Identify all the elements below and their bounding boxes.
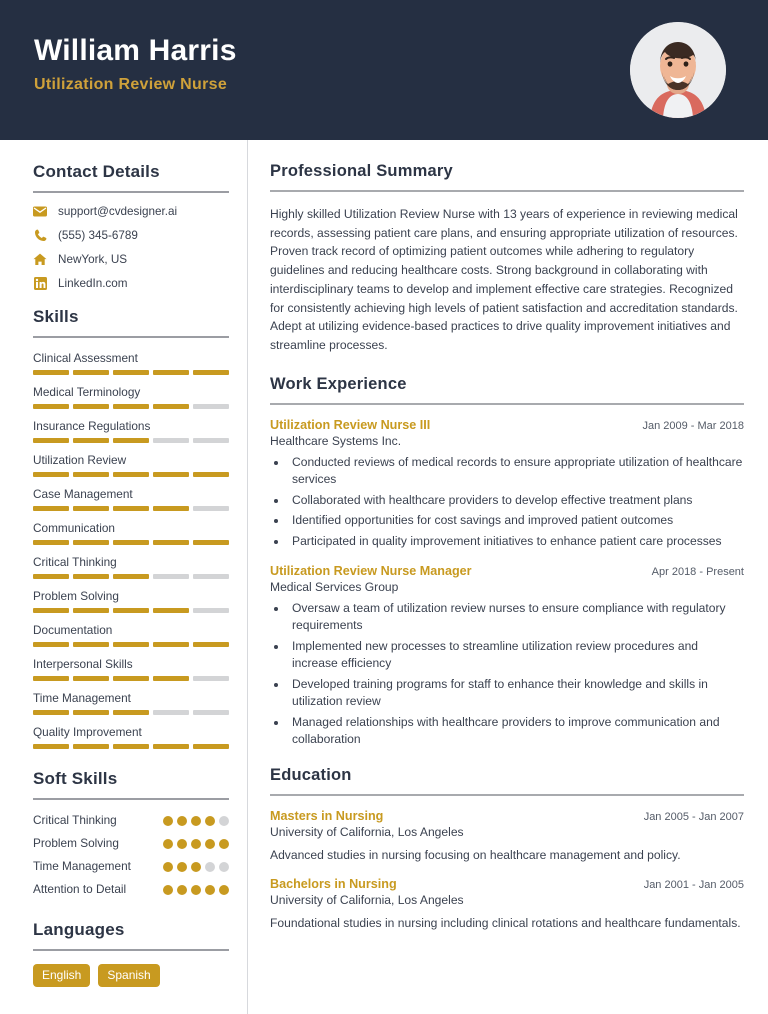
skill-level-bar <box>33 506 229 511</box>
skill-item <box>33 351 229 375</box>
degree-title: Masters in Nursing <box>270 808 384 823</box>
skill-item <box>33 521 229 545</box>
education-entry <box>270 877 744 933</box>
skill-bar-segment <box>193 540 229 545</box>
section-heading-skills: Skills <box>33 307 79 326</box>
job-bullet: • Conducted reviews of medical records to ensure appropriate utilization of healthcare services <box>288 454 744 489</box>
skill-item <box>33 555 229 579</box>
skill-level-bar <box>33 676 229 681</box>
skill-bar-segment <box>73 676 109 681</box>
skill-bar-segment <box>33 438 69 443</box>
rating-dot <box>205 885 215 895</box>
header-job-title: Utilization Review Nurse <box>34 76 228 94</box>
soft-skill-item <box>33 836 229 852</box>
skill-bar-segment <box>193 744 229 749</box>
soft-skill-item <box>33 882 229 898</box>
job-organization: Medical Services Group <box>270 579 399 594</box>
skill-bar-segment <box>193 404 229 409</box>
degree-description: Advanced studies in nursing focusing on healthcare management and policy. <box>270 847 681 862</box>
job-bullet: • Participated in quality improvement initiatives to enhance patient care processes <box>288 533 744 551</box>
skill-bar-segment <box>153 370 189 375</box>
skill-bar-segment <box>193 370 229 375</box>
rating-dot <box>163 816 173 826</box>
skill-bar-segment <box>33 642 69 647</box>
skill-bar-segment <box>153 438 189 443</box>
skill-bar-segment <box>113 438 149 443</box>
skill-bar-segment <box>193 608 229 613</box>
job-bullet: • Managed relationships with healthcare providers to improve communication and collaboration <box>288 714 744 749</box>
skill-item <box>33 691 229 715</box>
degree-description: Foundational studies in nursing including clinical rotations and healthcare fundamentals. <box>270 916 741 931</box>
skill-bar-segment <box>153 574 189 579</box>
linkedin-icon <box>33 276 47 290</box>
rating-dot <box>219 885 229 895</box>
skill-bar-segment <box>153 642 189 647</box>
entry-header <box>270 418 744 432</box>
section-work-experience <box>270 375 744 749</box>
avatar <box>630 22 726 118</box>
skill-bar-segment <box>153 404 189 409</box>
rating-dot <box>177 816 187 826</box>
rating-dot <box>177 885 187 895</box>
skill-label: Utilization Review <box>33 453 127 467</box>
phone-icon <box>33 228 47 242</box>
skill-level-bar <box>33 744 229 749</box>
section-divider <box>270 794 744 796</box>
job-title: Utilization Review Nurse III <box>270 417 431 432</box>
skill-bar-segment <box>113 370 149 375</box>
language-tag: Spanish <box>98 964 159 987</box>
skill-bar-segment <box>113 574 149 579</box>
soft-skill-label: Critical Thinking <box>33 813 117 827</box>
section-heading-soft-skills: Soft Skills <box>33 769 118 788</box>
skill-bar-segment <box>73 642 109 647</box>
skill-bar-segment <box>33 676 69 681</box>
skill-bar-segment <box>113 710 149 715</box>
soft-skill-rating <box>163 882 229 895</box>
skill-bar-segment <box>73 710 109 715</box>
section-contact-details <box>33 162 229 290</box>
skill-label: Time Management <box>33 691 131 705</box>
entry-header <box>270 877 744 891</box>
section-divider <box>270 190 744 192</box>
experience-entry <box>270 418 744 551</box>
skill-bar-segment <box>73 540 109 545</box>
skill-item <box>33 725 229 749</box>
skill-bar-segment <box>113 676 149 681</box>
section-divider <box>33 191 229 193</box>
skill-bar-segment <box>33 574 69 579</box>
soft-skill-label: Problem Solving <box>33 835 119 850</box>
sidebar <box>0 140 248 1014</box>
skill-bar-segment <box>113 642 149 647</box>
rating-dot <box>191 839 201 849</box>
skill-label: Documentation <box>33 623 113 637</box>
skill-bar-segment <box>193 506 229 511</box>
section-heading-summary: Professional Summary <box>270 162 453 180</box>
skill-bar-segment <box>153 676 189 681</box>
skill-label: Insurance Regulations <box>33 419 151 433</box>
skill-bar-segment <box>193 472 229 477</box>
skill-bar-segment <box>73 472 109 477</box>
skill-level-bar <box>33 472 229 477</box>
section-professional-summary <box>270 162 744 355</box>
summary-text: Highly skilled Utilization Review Nurse with 13 years of experience in reviewing medical records, assessing patient care plans, and ensuring appropriate utilization of resources. Proven track record of optimizing patient outcomes while adhering to regulatory guidelines and reducing healthcare costs. Strong background in collaborating with interdisciplinary teams to develop and implement effective care strategies. Recognized for consistently achieving high levels of patient satisfaction and accreditation standards. Adept at utilizing evidence-based practices to drive quality improvement initiatives and streamline processes. <box>270 207 738 353</box>
job-bullet: • Developed training programs for staff to enhance their knowledge and skills in utilization review <box>288 676 744 711</box>
languages-list <box>33 964 229 987</box>
section-divider <box>33 336 229 338</box>
skill-label: Case Management <box>33 487 133 501</box>
skill-bar-segment <box>153 608 189 613</box>
section-divider <box>270 403 744 405</box>
contact-item-location[interactable] <box>33 252 229 266</box>
skill-bar-segment <box>193 642 229 647</box>
skill-level-bar <box>33 404 229 409</box>
rating-dot <box>205 816 215 826</box>
skill-bar-segment <box>153 472 189 477</box>
section-divider <box>33 949 229 951</box>
rating-dot <box>191 862 201 872</box>
skill-bar-segment <box>33 744 69 749</box>
job-title: Utilization Review Nurse Manager <box>270 563 472 578</box>
school-name: University of California, Los Angeles <box>270 893 464 908</box>
skill-bar-segment <box>113 744 149 749</box>
skill-level-bar <box>33 574 229 579</box>
job-bullet: • Collaborated with healthcare providers to develop effective treatment plans <box>288 492 744 510</box>
section-heading-experience: Work Experience <box>270 374 407 393</box>
skill-label: Interpersonal Skills <box>33 657 133 671</box>
degree-date-range: Jan 2005 - Jan 2007 <box>643 810 744 823</box>
soft-skill-item <box>33 859 229 875</box>
soft-skills-list <box>33 813 229 898</box>
skill-label: Medical Terminology <box>33 385 141 399</box>
skill-bar-segment <box>193 574 229 579</box>
school-name: University of California, Los Angeles <box>270 824 464 839</box>
skill-item <box>33 589 229 613</box>
entry-header <box>270 809 744 823</box>
skill-bar-segment <box>193 438 229 443</box>
job-date-range: Jan 2009 - Mar 2018 <box>642 419 744 432</box>
rating-dot <box>163 839 173 849</box>
soft-skill-label: Time Management <box>33 858 131 873</box>
soft-skill-rating <box>163 836 229 849</box>
section-heading-languages: Languages <box>33 919 125 939</box>
experience-entry <box>270 564 744 749</box>
contact-item-email[interactable] <box>33 204 229 218</box>
skill-label: Communication <box>33 521 115 535</box>
skill-bar-segment <box>33 370 69 375</box>
skill-bar-segment <box>153 506 189 511</box>
skill-bar-segment <box>73 438 109 443</box>
skill-level-bar <box>33 438 229 443</box>
skill-bar-segment <box>113 404 149 409</box>
header-text-group <box>34 34 237 107</box>
job-bullet: • Implemented new processes to streamline utilization review procedures and increase efficiency <box>288 638 744 673</box>
contact-value-linkedin: LinkedIn.com <box>58 276 128 290</box>
section-heading-education: Education <box>270 765 352 784</box>
skill-level-bar <box>33 642 229 647</box>
job-bullet-list <box>288 600 744 749</box>
contact-item-linkedin[interactable] <box>33 276 229 290</box>
skill-bar-segment <box>113 506 149 511</box>
contact-value-location: NewYork, US <box>58 252 128 266</box>
skill-bar-segment <box>73 404 109 409</box>
resume-body <box>0 140 768 1014</box>
skill-bar-segment <box>73 506 109 511</box>
skill-bar-segment <box>33 608 69 613</box>
skills-list <box>33 351 229 749</box>
main-content <box>248 140 768 1014</box>
section-divider <box>33 798 229 800</box>
job-date-range: Apr 2018 - Present <box>651 565 744 578</box>
job-bullet: • Identified opportunities for cost savings and improved patient outcomes <box>288 512 744 530</box>
degree-date-range: Jan 2001 - Jan 2005 <box>643 879 744 892</box>
section-skills <box>33 307 229 749</box>
skill-bar-segment <box>153 744 189 749</box>
degree-title: Bachelors in Nursing <box>270 877 397 892</box>
section-soft-skills <box>33 769 229 898</box>
skill-item <box>33 419 229 443</box>
soft-skill-label: Attention to Detail <box>33 881 127 896</box>
skill-level-bar <box>33 370 229 375</box>
language-tag: English <box>33 964 90 987</box>
skill-bar-segment <box>33 506 69 511</box>
soft-skill-rating <box>163 859 229 872</box>
contact-item-phone[interactable] <box>33 228 229 242</box>
rating-dot <box>205 862 215 872</box>
soft-skill-rating <box>163 813 229 826</box>
skill-label: Problem Solving <box>33 589 119 603</box>
contact-value-email: support@cvdesigner.ai <box>58 204 178 218</box>
skill-bar-segment <box>73 574 109 579</box>
skill-bar-segment <box>113 540 149 545</box>
skill-bar-segment <box>73 608 109 613</box>
experience-list <box>270 418 744 749</box>
rating-dot <box>163 885 173 895</box>
home-icon <box>33 252 47 266</box>
skill-item <box>33 487 229 511</box>
skill-bar-segment <box>73 744 109 749</box>
envelope-icon <box>33 204 47 218</box>
skill-bar-segment <box>153 710 189 715</box>
skill-bar-segment <box>33 710 69 715</box>
skill-item <box>33 623 229 647</box>
skill-item <box>33 385 229 409</box>
rating-dot <box>219 839 229 849</box>
section-heading-contact: Contact Details <box>33 162 160 181</box>
education-list <box>270 809 744 933</box>
skill-bar-segment <box>113 472 149 477</box>
skill-label: Clinical Assessment <box>33 351 138 365</box>
skill-level-bar <box>33 710 229 715</box>
rating-dot <box>191 885 201 895</box>
contact-value-phone: (555) 345-6789 <box>58 228 138 242</box>
skill-bar-segment <box>113 608 149 613</box>
education-entry <box>270 809 744 865</box>
rating-dot <box>177 862 187 872</box>
rating-dot <box>191 816 201 826</box>
job-bullet: • Oversaw a team of utilization review nurses to ensure compliance with regulatory requirements <box>288 600 744 635</box>
rating-dot <box>177 839 187 849</box>
skill-item <box>33 453 229 477</box>
rating-dot <box>163 862 173 872</box>
skill-item <box>33 657 229 681</box>
skill-bar-segment <box>153 540 189 545</box>
skill-bar-segment <box>33 404 69 409</box>
skill-label: Critical Thinking <box>33 555 117 569</box>
job-organization: Healthcare Systems Inc. <box>270 433 402 448</box>
rating-dot <box>205 839 215 849</box>
skill-bar-segment <box>33 472 69 477</box>
skill-bar-segment <box>193 676 229 681</box>
person-photo-avatar-icon <box>630 22 726 118</box>
entry-header <box>270 564 744 578</box>
rating-dot <box>219 862 229 872</box>
resume-header <box>0 0 768 140</box>
rating-dot <box>219 816 229 826</box>
skill-label: Quality Improvement <box>33 725 142 739</box>
page-title: William Harris <box>34 33 237 67</box>
skill-bar-segment <box>33 540 69 545</box>
section-languages <box>33 920 229 987</box>
section-education <box>270 766 744 933</box>
skill-bar-segment <box>193 710 229 715</box>
contact-list <box>33 204 229 290</box>
skill-level-bar <box>33 540 229 545</box>
job-bullet-list <box>288 454 744 551</box>
skill-bar-segment <box>73 370 109 375</box>
soft-skill-item <box>33 813 229 829</box>
skill-level-bar <box>33 608 229 613</box>
